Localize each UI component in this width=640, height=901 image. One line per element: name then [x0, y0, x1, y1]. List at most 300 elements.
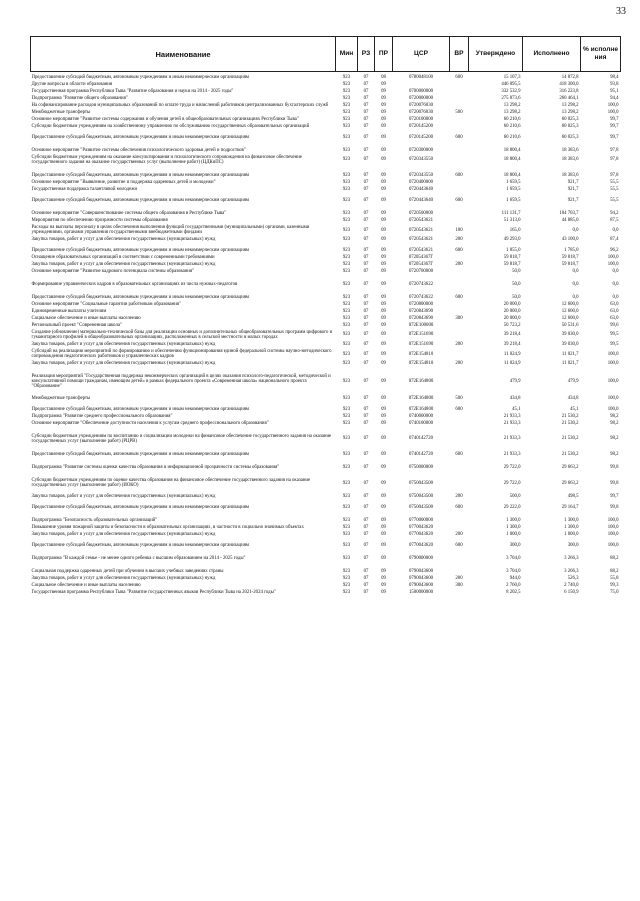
row-rz: 07 — [363, 255, 369, 261]
row-name: Основное мероприятие "Развитие системы содержания и обучения детей в общеобразовательных организациях Республики Тыва" — [31, 116, 299, 122]
row-approved: 2 760,0 — [506, 583, 521, 589]
table-row — [31, 308, 621, 315]
row-vr: 200 — [455, 576, 463, 582]
row-pr: 09 — [381, 134, 386, 140]
row-name: Субсидии бюджетным учреждениям на оказание консультирования и психологического сопровождения на финансовое обеспечение государственного задания на оказание государственных услуг (выполнение работ) (ЦДКиПС) — [31, 154, 302, 165]
row-executed: 0,0 — [572, 295, 579, 301]
row-name: Предоставление субсидий бюджетным, автономным учреждениям и иным некоммерческим организациям — [31, 505, 249, 511]
row-rz: 07 — [363, 351, 369, 357]
row-min: 923 — [342, 248, 351, 254]
row-percent: 100,0 — [607, 518, 619, 524]
row-approved: 49 293,0 — [503, 237, 521, 243]
row-rz: 07 — [363, 268, 369, 274]
row-approved: 3 704,0 — [506, 556, 521, 562]
row-csr: 0720800000 — [409, 302, 433, 308]
row-csr: 0770000000 — [409, 518, 433, 524]
row-percent: 55,5 — [610, 197, 619, 203]
row-rz: 07 — [363, 480, 369, 486]
row-vr — [450, 329, 469, 341]
table-row — [31, 102, 621, 109]
row-executed: 60 025,3 — [561, 116, 579, 122]
table-row — [31, 341, 621, 348]
row-name: Закупка товаров, работ и услуг для обеспечения государственных (муниципальных) нужд — [31, 576, 216, 582]
row-csr: 0720076030 — [409, 102, 433, 108]
table-row — [31, 243, 621, 254]
row-name: Предоставление субсидий бюджетным, автономным учреждениям и иным некоммерческим организациям — [31, 406, 249, 412]
row-name: Основное мероприятие "Развитие кадрового потенциала системы образования" — [31, 268, 195, 274]
row-name: Предоставление субсидий бюджетным, автономным учреждениям и иным некоммерческим организациям — [31, 451, 249, 457]
row-rz: 07 — [363, 420, 369, 426]
row-percent: 100,0 — [607, 109, 619, 115]
row-rz: 07 — [363, 172, 369, 178]
row-rz: 07 — [363, 379, 369, 385]
row-pr: 09 — [381, 576, 386, 582]
row-percent: 96,2 — [610, 248, 619, 254]
row-rz: 07 — [363, 464, 369, 470]
row-csr: 0720700000 — [409, 268, 433, 274]
row-percent: 100,0 — [607, 395, 619, 401]
table-row — [31, 166, 621, 179]
row-name: Закупка товаров, работ и услуг для обеспечения государственных (муниципальных) нужд — [31, 494, 216, 500]
row-rz: 07 — [363, 532, 369, 538]
row-executed: 21 530,2 — [561, 451, 579, 457]
row-executed: 1 785,0 — [564, 248, 579, 254]
row-pr: 09 — [381, 268, 386, 274]
table-row — [31, 538, 621, 549]
row-pr: 09 — [381, 123, 386, 129]
row-vr — [450, 301, 469, 308]
row-min: 923 — [342, 436, 351, 442]
row-percent: 99,6 — [610, 322, 619, 328]
row-pr: 09 — [381, 332, 386, 338]
row-rz: 07 — [363, 211, 369, 217]
row-percent: 99,7 — [610, 134, 619, 140]
row-pr: 09 — [381, 532, 386, 538]
row-percent: 100,0 — [607, 351, 619, 357]
row-pr: 09 — [381, 569, 386, 575]
row-rz: 07 — [363, 179, 369, 185]
row-min: 923 — [342, 379, 351, 385]
row-percent: 94,4 — [610, 95, 619, 101]
row-approved: 1 855,0 — [506, 248, 521, 254]
row-pr: 09 — [381, 420, 386, 426]
row-rz: 07 — [363, 217, 369, 223]
row-pr: 09 — [381, 179, 386, 185]
row-vr: 100 — [455, 227, 463, 233]
row-approved: 20 000,0 — [503, 302, 521, 308]
row-vr — [450, 102, 469, 109]
row-percent: 88,2 — [610, 556, 619, 562]
row-approved: 60 210,6 — [503, 123, 521, 129]
row-pr: 09 — [381, 255, 386, 261]
row-pr: 09 — [381, 505, 386, 511]
row-approved: 45,1 — [512, 406, 521, 412]
row-approved: 300,0 — [509, 543, 521, 549]
row-vr — [450, 589, 469, 596]
row-min: 923 — [342, 75, 351, 80]
row-csr: 0770043620 — [409, 532, 433, 538]
row-approved: 29 222,0 — [503, 505, 521, 511]
row-name: Расходы на выплаты персоналу в целях обеспечения выполнения функций государственными (муниципальными) органами, казенными учреждениями, органами управления государственными внебюджетными фондами — [31, 224, 310, 236]
table-row — [31, 589, 621, 596]
row-csr: 0750043500 — [409, 505, 433, 511]
row-executed: 13 298,2 — [561, 102, 579, 108]
row-pr: 09 — [381, 147, 386, 153]
row-rz: 07 — [363, 227, 369, 233]
table-row — [31, 427, 621, 445]
row-name: Закупка товаров, работ и услуг для обеспечения государственных (муниципальных) нужд — [31, 361, 216, 367]
row-approved: 50 723,2 — [503, 322, 521, 328]
row-min: 923 — [342, 322, 351, 328]
header-min: Мин — [336, 37, 358, 72]
row-approved: 60 210,6 — [503, 134, 521, 140]
row-rz: 07 — [363, 315, 369, 321]
row-name: Закупка товаров, работ и услуг для обеспечения государственных (муниципальных) нужд — [31, 262, 216, 268]
table-row — [31, 524, 621, 531]
table-row — [31, 109, 621, 116]
table-row — [31, 186, 621, 193]
row-vr: 200 — [455, 532, 463, 538]
row-vr — [450, 268, 469, 275]
row-executed: 316 223,8 — [559, 88, 579, 94]
row-pr: 09 — [381, 109, 386, 115]
row-name: Подпрограмма "Развитие системы оценки качества образования и информационной прозрачности системы образования" — [31, 464, 280, 470]
row-rz: 07 — [363, 186, 369, 192]
row-vr — [450, 549, 469, 562]
row-executed: 526,3 — [567, 576, 579, 582]
row-pr: 09 — [381, 361, 386, 367]
row-min: 923 — [342, 413, 351, 419]
row-percent: 99,5 — [610, 341, 619, 347]
row-vr: 500 — [455, 395, 463, 401]
row-vr: 200 — [455, 341, 463, 347]
row-percent: 100,0 — [607, 532, 619, 538]
row-percent: 99,7 — [610, 116, 619, 122]
row-pr: 09 — [381, 262, 386, 268]
row-approved: 1 659,5 — [506, 186, 521, 192]
row-percent: 75,0 — [610, 590, 619, 596]
row-vr — [450, 141, 469, 154]
row-min: 923 — [342, 518, 351, 524]
row-vr — [450, 322, 469, 329]
row-vr — [450, 95, 469, 102]
table-row — [31, 141, 621, 154]
row-pr: 09 — [381, 197, 386, 203]
row-vr: 200 — [455, 262, 463, 268]
row-approved: 60 210,6 — [503, 116, 521, 122]
row-percent: 100,0 — [607, 525, 619, 531]
row-percent: 0,0 — [612, 268, 619, 274]
row-min: 923 — [342, 525, 351, 531]
table-row — [31, 254, 621, 261]
row-approved: 275 873,6 — [501, 95, 521, 101]
row-percent: 88,2 — [610, 569, 619, 575]
row-name: Подпрограмма "Развитие среднего профессионального образования" — [31, 413, 173, 419]
row-percent: 100,0 — [607, 379, 619, 385]
row-executed: 44 885,0 — [561, 217, 579, 223]
row-rz: 07 — [363, 576, 369, 582]
row-name: На софинансирование расходов муниципальных образований по оплате труда и начислений работников централизованных бухгалтерских служб — [31, 102, 329, 108]
row-approved: 50,0 — [512, 295, 521, 301]
row-percent: 98,2 — [610, 436, 619, 442]
row-pr: 09 — [381, 211, 386, 217]
row-percent: 99,5 — [610, 332, 619, 338]
row-approved: 21 933,3 — [503, 413, 521, 419]
row-percent: 63,0 — [610, 302, 619, 308]
row-approved: 15 107,3 — [503, 75, 521, 80]
row-executed: 59 818,7 — [561, 262, 579, 268]
row-vr — [450, 179, 469, 186]
row-csr: 0770043620 — [409, 543, 433, 549]
table-row — [31, 360, 621, 367]
row-min: 923 — [342, 361, 351, 367]
row-csr: 0790043600 — [409, 576, 433, 582]
row-csr: 0750000000 — [409, 464, 433, 470]
row-min: 923 — [342, 109, 351, 115]
row-approved: 1 000,0 — [506, 532, 521, 538]
row-name: Межбюджетные трансферты — [31, 109, 91, 115]
row-rz: 07 — [363, 494, 369, 500]
row-approved: 11 024,9 — [503, 361, 521, 367]
row-percent: 100,0 — [607, 406, 619, 412]
row-rz: 07 — [363, 116, 369, 122]
row-approved: 944,0 — [509, 576, 521, 582]
row-csr: 0720543621 — [409, 248, 433, 254]
row-approved: 479,9 — [509, 379, 521, 385]
table-row — [31, 236, 621, 243]
row-min: 923 — [342, 88, 351, 94]
row-min: 923 — [342, 494, 351, 500]
row-vr: 600 — [455, 505, 463, 511]
row-min: 923 — [342, 332, 351, 338]
row-percent: 100,0 — [607, 255, 619, 261]
row-rz: 07 — [363, 88, 369, 94]
row-min: 923 — [342, 255, 351, 261]
table-row — [31, 445, 621, 458]
table-row — [31, 288, 621, 301]
row-csr: 072E164800 — [408, 395, 434, 401]
row-pr: 09 — [381, 157, 386, 163]
table-row — [31, 72, 621, 82]
row-executed: 18 383,6 — [561, 172, 579, 178]
row-pr: 09 — [381, 95, 386, 101]
table-row — [31, 130, 621, 141]
row-pr: 09 — [381, 341, 386, 347]
row-executed: 60 025,3 — [561, 123, 579, 129]
row-rz: 07 — [363, 406, 369, 412]
row-name: Оснащение образовательных организаций в соответствии с современными требованиями — [31, 255, 215, 261]
row-rz: 07 — [363, 590, 369, 596]
row-pr: 09 — [381, 351, 386, 357]
row-csr: 0720743622 — [409, 295, 433, 301]
row-rz: 07 — [363, 505, 369, 511]
table-row — [31, 81, 621, 88]
row-percent: 99,8 — [610, 464, 619, 470]
row-executed: 104 703,7 — [559, 211, 579, 217]
row-approved: 3 704,0 — [506, 569, 521, 575]
row-vr: 500 — [455, 109, 463, 115]
row-vr: 600 — [455, 295, 463, 301]
row-executed: 29 663,2 — [561, 480, 579, 486]
row-vr: 200 — [455, 237, 463, 243]
row-executed: 45,1 — [570, 406, 579, 412]
row-approved: 21 933,3 — [503, 451, 521, 457]
row-csr: 0790000000 — [409, 556, 433, 562]
row-rz: 07 — [363, 81, 369, 87]
row-approved: 434,8 — [509, 395, 521, 401]
row-percent: 98,2 — [610, 420, 619, 426]
row-percent: 100,0 — [607, 361, 619, 367]
row-approved: 1 300,0 — [506, 525, 521, 531]
row-min: 923 — [342, 217, 351, 223]
header-name: Наименование — [31, 37, 336, 72]
row-name: Основное мероприятие "Развитие системы обеспечения психологического здоровья детей и подростков" — [31, 147, 246, 153]
row-executed: 418 300,0 — [559, 81, 579, 87]
row-min: 923 — [342, 420, 351, 426]
row-vr: 600 — [455, 406, 463, 412]
row-rz: 07 — [363, 262, 369, 268]
row-min: 923 — [342, 351, 351, 357]
row-rz: 07 — [363, 75, 369, 80]
row-name: Социальная поддержка одаренных детей при обучении в высших учебных заведениях страны — [31, 569, 224, 575]
row-executed: 43 100,0 — [561, 237, 579, 243]
row-name: Субсидии бюджетным учреждениям по воспитанию и социализации молодежи на финансовое обеспечение государственного задания на оказание государственных услуг (выполнение работ) (РЦРВ) — [31, 433, 332, 444]
row-name: Государственная программа Республики Тыва "Развитие государственных языков Республики Тыва на 2021-2024 годы" — [31, 590, 276, 596]
row-csr: 0720543621 — [409, 217, 433, 223]
row-approved: 29 722,0 — [503, 480, 521, 486]
row-pr: 09 — [381, 406, 386, 412]
row-executed: 260 464,1 — [559, 95, 579, 101]
row-executed: 18 383,6 — [561, 157, 579, 163]
row-rz: 07 — [363, 102, 369, 108]
table-row — [31, 582, 621, 589]
row-executed: 1 000,0 — [564, 532, 579, 538]
table-row — [31, 154, 621, 166]
row-rz: 07 — [363, 237, 369, 243]
row-percent: 63,0 — [610, 309, 619, 314]
row-executed: 3 266,3 — [564, 569, 579, 575]
row-executed: 39 030,0 — [561, 332, 579, 338]
row-rz: 07 — [363, 147, 369, 153]
row-rz: 07 — [363, 361, 369, 367]
row-vr — [450, 413, 469, 420]
row-csr: 0790043600 — [409, 569, 433, 575]
row-name: Подпрограмма "Безопасность образовательных организаций" — [31, 518, 158, 524]
row-csr: 072E151690 — [408, 341, 434, 347]
row-pr: 09 — [381, 172, 386, 178]
table-row — [31, 268, 621, 275]
row-pr: 09 — [381, 413, 386, 419]
table-row — [31, 193, 621, 204]
row-rz: 07 — [363, 341, 369, 347]
row-executed: 2 740,0 — [564, 583, 579, 589]
row-pr: 09 — [381, 518, 386, 524]
row-csr: 0700000000 — [409, 88, 433, 94]
row-rz: 07 — [363, 543, 369, 549]
row-percent: 87,4 — [610, 237, 619, 243]
row-pr: 09 — [381, 227, 386, 233]
row-name: Создание (обновление) материально-технической базы для реализации основных и дополнительных общеобразовательных программ цифрового и гуманитарного профилей в общеобразовательных организациях, расположенных в сельской местности и малых городах — [31, 329, 333, 341]
table-row — [31, 549, 621, 562]
table-row — [31, 88, 621, 95]
table-row — [31, 275, 621, 288]
row-executed: 300,0 — [567, 543, 579, 549]
row-approved: 29 722,0 — [503, 464, 521, 470]
row-approved: 8 202,5 — [506, 590, 521, 596]
row-pr: 09 — [381, 583, 386, 589]
row-rz: 07 — [363, 525, 369, 531]
table-row — [31, 179, 621, 186]
row-name: Государственная поддержка талантливой молодежи — [31, 186, 138, 192]
header-percent: % исполне ния — [581, 37, 621, 72]
row-percent: 55,8 — [610, 576, 619, 582]
row-approved: 21 933,3 — [503, 420, 521, 426]
row-name: Другие вопросы в области образования — [31, 81, 113, 87]
row-csr: 0720843690 — [409, 309, 433, 314]
row-approved: 111 131,7 — [501, 211, 521, 217]
row-executed: 39 030,0 — [561, 341, 579, 347]
row-name: Региональный проект "Современная школа" — [31, 322, 122, 328]
row-pr: 09 — [381, 217, 386, 223]
table-row — [31, 116, 621, 123]
table-row — [31, 315, 621, 322]
row-percent: 99,7 — [610, 494, 619, 500]
row-csr: 0740000000 — [409, 413, 433, 419]
row-pr: 09 — [381, 451, 386, 457]
table-row — [31, 322, 621, 329]
row-rz: 07 — [363, 583, 369, 589]
row-name: Предоставление субсидий бюджетным, автономным учреждениям и иным некоммерческим организациям — [31, 172, 249, 178]
row-vr: 600 — [455, 543, 463, 549]
row-pr: 09 — [381, 81, 386, 87]
row-name: Предоставление субсидий бюджетным, автономным учреждениям и иным некоммерческим организациям — [31, 543, 249, 549]
row-approved: 18 800,4 — [503, 172, 521, 178]
row-approved: 20 000,0 — [503, 315, 521, 321]
row-approved: 50,0 — [512, 282, 521, 288]
row-min: 923 — [342, 341, 351, 347]
row-executed: 18 383,6 — [561, 147, 579, 153]
row-rz: 07 — [363, 451, 369, 457]
row-rz: 07 — [363, 322, 369, 328]
row-approved: 39 218,4 — [503, 341, 521, 347]
row-name: Мероприятия по обеспечению прозрачности системы образования — [31, 217, 168, 223]
row-approved: 18 800,4 — [503, 147, 521, 153]
row-rz: 07 — [363, 302, 369, 308]
row-pr: 09 — [381, 556, 386, 562]
row-csr: 0740142720 — [409, 451, 433, 457]
row-vr — [450, 511, 469, 524]
row-rz: 07 — [363, 197, 369, 203]
row-csr: 072E154810 — [408, 361, 434, 367]
row-approved: 1 659,5 — [506, 197, 521, 203]
row-name: Закупка товаров, работ и услуг для обеспечения государственных (муниципальных) нужд — [31, 341, 216, 347]
row-name: Формирование управленческих кадров в образовательных организациях из числа нужных-педагогов — [31, 282, 238, 288]
row-vr — [450, 367, 469, 390]
row-vr: 600 — [455, 451, 463, 457]
row-executed: 6 150,9 — [564, 590, 579, 596]
row-name: Подпрограмма "В каждой семье - не менее одного ребенка с высшим образованием на 2014 - 2025 годы" — [31, 556, 246, 562]
row-rz: 07 — [363, 109, 369, 115]
row-percent: 0,0 — [612, 227, 619, 233]
row-vr — [450, 116, 469, 123]
table-row — [31, 420, 621, 427]
row-csr: 072E154810 — [408, 351, 434, 357]
row-pr: 09 — [381, 436, 386, 442]
row-pr: 09 — [381, 322, 386, 328]
row-executed: 12 600,0 — [561, 309, 579, 314]
row-min: 923 — [342, 262, 351, 268]
row-vr — [450, 275, 469, 288]
